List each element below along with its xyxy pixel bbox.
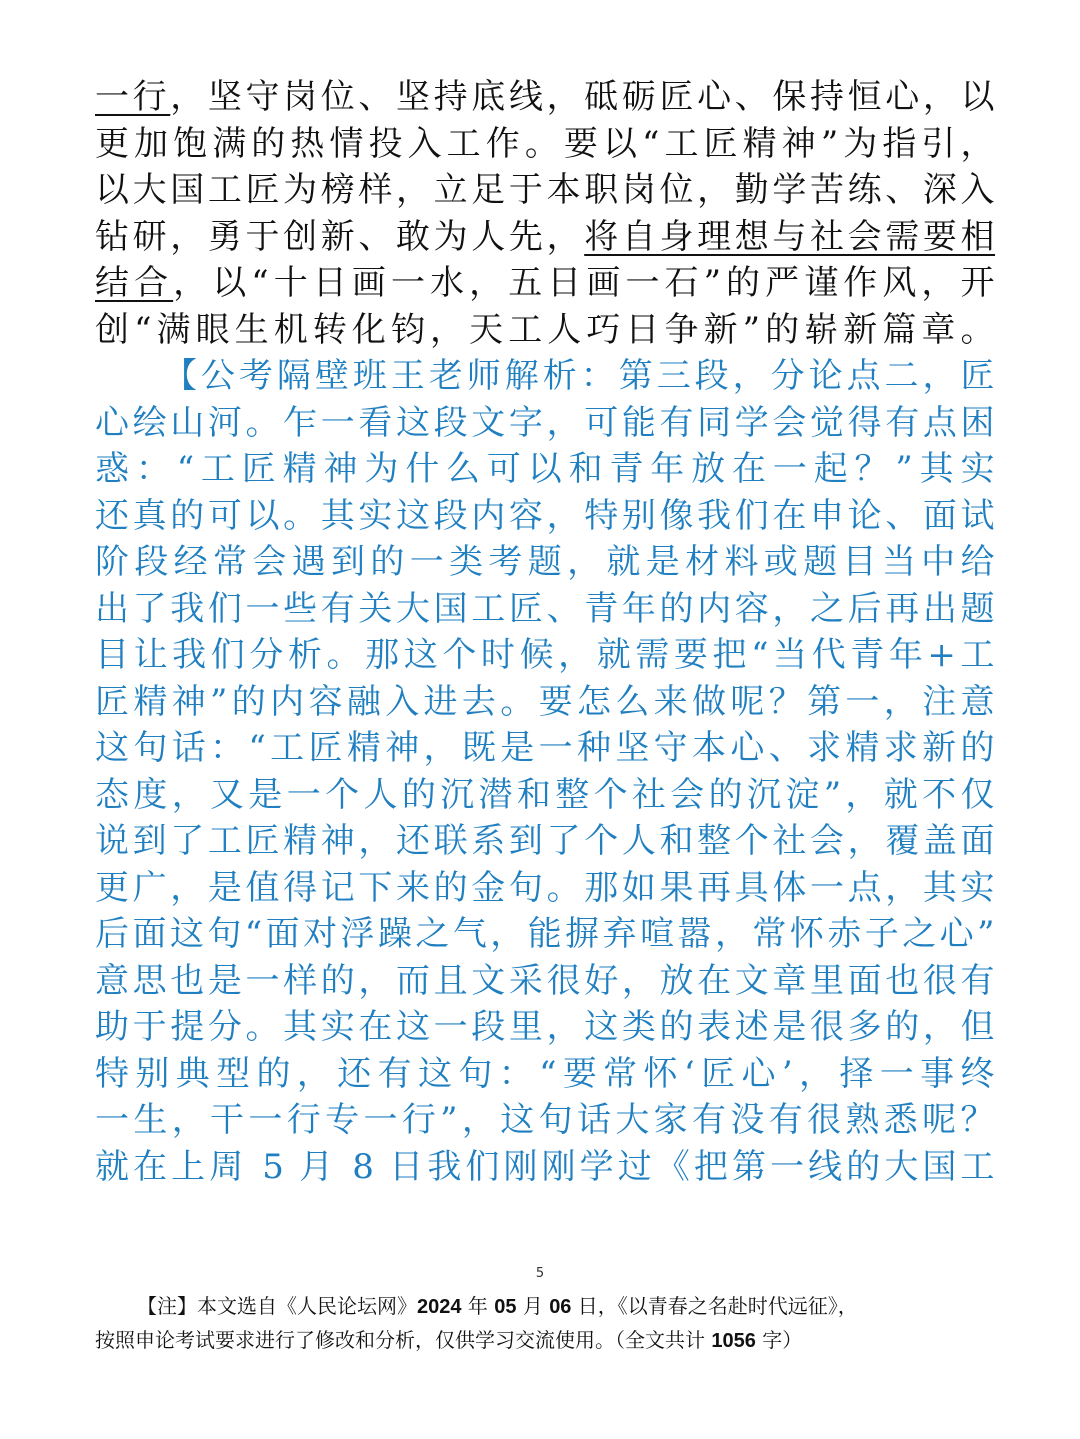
analysis-line: 特别典型的，还有这句：“要常怀‘匠心’，择一事终 [95, 1053, 995, 1094]
text-line: 结合，以“十日画一水，五日画一石”的严谨作风，开 [95, 263, 996, 303]
analysis-line: 这句话：“工匠精神，既是一种坚守本心、求精求新的 [95, 728, 995, 768]
footnote [95, 1290, 995, 1358]
analysis-line: 意思也是一样的，而且文采很好，放在文章里面也很有 [95, 960, 995, 1001]
analysis-line: 更广，是值得记下来的金句。那如果再具体一点，其实 [95, 867, 995, 908]
analysis-line: 匠精神”的内容融入进去。要怎么来做呢？第一，注意 [95, 681, 995, 722]
analysis-line: 一生，干一行专一行”，这句话大家有没有很熟悉呢？ [95, 1100, 995, 1140]
underlined-phrase: 结合 [95, 263, 174, 303]
underlined-phrase: 将自身理想与社会需要相 [584, 216, 996, 257]
analysis-line: 【公考隔壁班王老师解析：第三段，分论点二，匠 [163, 356, 995, 396]
analysis-line: 心绘山河。乍一看这段文字，可能有同学会觉得有点困 [95, 402, 995, 443]
analysis-line: 阶段经常会遇到的一类考题，就是材料或题目当中给 [95, 542, 995, 582]
body-text [95, 74, 995, 1190]
analysis-line: 态度，又是一个人的沉潜和整个社会的沉淀”，就不仅 [95, 774, 995, 815]
analysis-line: 还真的可以。其实这段内容，特别像我们在申论、面试 [95, 495, 995, 536]
analysis-line: 就在上周 5 月 8 日我们刚刚学过《把第一线的大国工 [95, 1146, 995, 1187]
text-line: 创“满眼生机转化钧，天工人巧日争新”的崭新篇章。 [95, 309, 995, 350]
footnote-line: 按照申论考试要求进行了修改和分析，仅供学习交流使用。（全文共计 1056 字） [95, 1328, 803, 1352]
text-line: 一行，坚守岗位、坚持底线，砥砺匠心、保持恒心，以 [95, 77, 996, 117]
analysis-line: 惑：“工匠精神为什么可以和青年放在一起？”其实 [95, 449, 995, 489]
text-line: 以大国工匠为榜样，立足于本职岗位，勤学苦练、深入 [95, 170, 995, 210]
analysis-line: 出了我们一些有关大国工匠、青年的内容，之后再出题 [95, 588, 995, 629]
analysis-line: 目让我们分析。那这个时候，就需要把“当代青年+工 [95, 635, 995, 675]
analysis-line: 说到了工匠精神，还联系到了个人和整个社会，覆盖面 [95, 821, 995, 861]
underlined-phrase: 一行 [95, 77, 171, 117]
page-number: 5 [535, 1266, 545, 1281]
footnote-line: 【注】本文选自《人民论坛网》2024 年 05 月 06 日，《以青春之名赴时代远征》， [137, 1294, 858, 1318]
analysis-line: 后面这句“面对浮躁之气，能摒弃喧嚣，常怀赤子之心” [95, 914, 995, 954]
text-line: 更加饱满的热情投入工作。要以“工匠精神”为指引， [95, 123, 995, 164]
text-line: 钻研，勇于创新、敢为人先，将自身理想与社会需要相 [95, 216, 996, 257]
analysis-line: 助于提分。其实在这一段里，这类的表述是很多的，但 [95, 1007, 995, 1047]
